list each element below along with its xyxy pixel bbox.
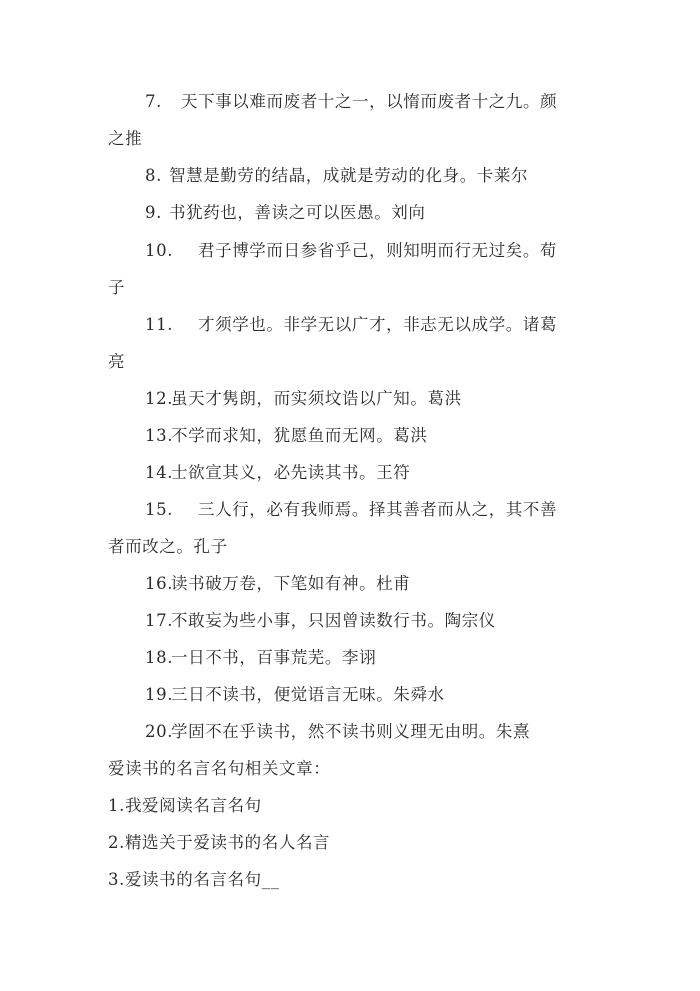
quote-number: 15. (145, 500, 174, 519)
quote-17 (145, 610, 496, 632)
link-title[interactable]: 爱读书的名言名句 (124, 870, 262, 889)
link-title[interactable]: 精选关于爱读书的名人名言 (124, 833, 331, 852)
quote-text: 虽天才隽朗，而实须坟诰以广知。葛洪 (171, 389, 462, 408)
quote-18 (145, 647, 376, 669)
quote-number: 11. (145, 315, 174, 334)
quote-7-continuation: 之推 (108, 129, 143, 148)
quote-text: 士欲宣其义，必先读其书。王符 (171, 463, 411, 482)
link-title[interactable]: 我爱阅读名言名句 (124, 796, 262, 815)
quote-7 (145, 91, 557, 113)
quote-text: 学固不在乎读书，然不读书则义理无由明。朱熹 (171, 722, 531, 741)
quote-text: 三人行，必有我师焉。择其善者而从之，其不善 (198, 500, 558, 519)
quote-number: 17. (145, 611, 174, 630)
link-number: 1. (108, 796, 125, 815)
quote-number: 19. (145, 685, 174, 704)
quote-16 (145, 573, 410, 595)
quote-text: 一日不书，百事荒芜。李诩 (171, 648, 377, 667)
related-article-link-1[interactable] (108, 795, 262, 817)
quote-number: 12. (145, 389, 174, 408)
quote-number: 13. (145, 426, 174, 445)
related-articles-heading: 爱读书的名言名句相关文章： (108, 759, 331, 778)
quote-number: 10. (145, 241, 174, 260)
quote-text: 三日不读书，便觉语言无味。朱舜水 (171, 685, 445, 704)
quote-text: 读书破万卷，下笔如有神。杜甫 (171, 574, 411, 593)
quote-10-continuation: 子 (108, 278, 126, 297)
quote-8 (145, 165, 528, 187)
quote-11 (145, 314, 557, 336)
link-suffix: __ (261, 870, 280, 889)
quote-15 (145, 499, 557, 521)
quote-text: 天下事以难而废者十之一，以惰而废者十之九。颜 (181, 92, 558, 111)
quote-number: 16. (145, 574, 174, 593)
quote-text: 智慧是勤劳的结晶，成就是劳动的化身。卡莱尔 (169, 166, 529, 185)
quote-11-continuation: 亮 (108, 352, 126, 371)
quote-number: 18. (145, 648, 174, 667)
quote-15-continuation: 者而改之。孔子 (108, 537, 228, 556)
quote-text: 才须学也。非学无以广才，非志无以成学。诸葛 (198, 315, 558, 334)
link-number: 2. (108, 833, 125, 852)
quote-19 (145, 684, 445, 706)
quote-text: 书犹药也，善读之可以医愚。刘向 (169, 203, 426, 222)
quote-10 (145, 240, 557, 262)
quote-text: 不敢妄为些小事，只因曾读数行书。陶宗仪 (171, 611, 496, 630)
quote-14 (145, 462, 410, 484)
quote-number: 14. (145, 463, 174, 482)
quote-number: 8. (145, 166, 162, 185)
related-article-link-2[interactable] (108, 832, 330, 854)
link-number: 3. (108, 870, 125, 889)
quote-9 (145, 202, 426, 224)
quote-text: 君子博学而日参省乎己，则知明而行无过矣。荀 (198, 241, 558, 260)
quote-number: 9. (145, 203, 162, 222)
quote-number: 7. (145, 92, 162, 111)
quote-13 (145, 425, 428, 447)
related-article-link-3[interactable] (108, 869, 279, 891)
quote-12 (145, 388, 462, 410)
quote-text: 不学而求知，犹愿鱼而无网。葛洪 (171, 426, 428, 445)
quote-20 (145, 721, 530, 743)
quote-number: 20. (145, 722, 174, 741)
